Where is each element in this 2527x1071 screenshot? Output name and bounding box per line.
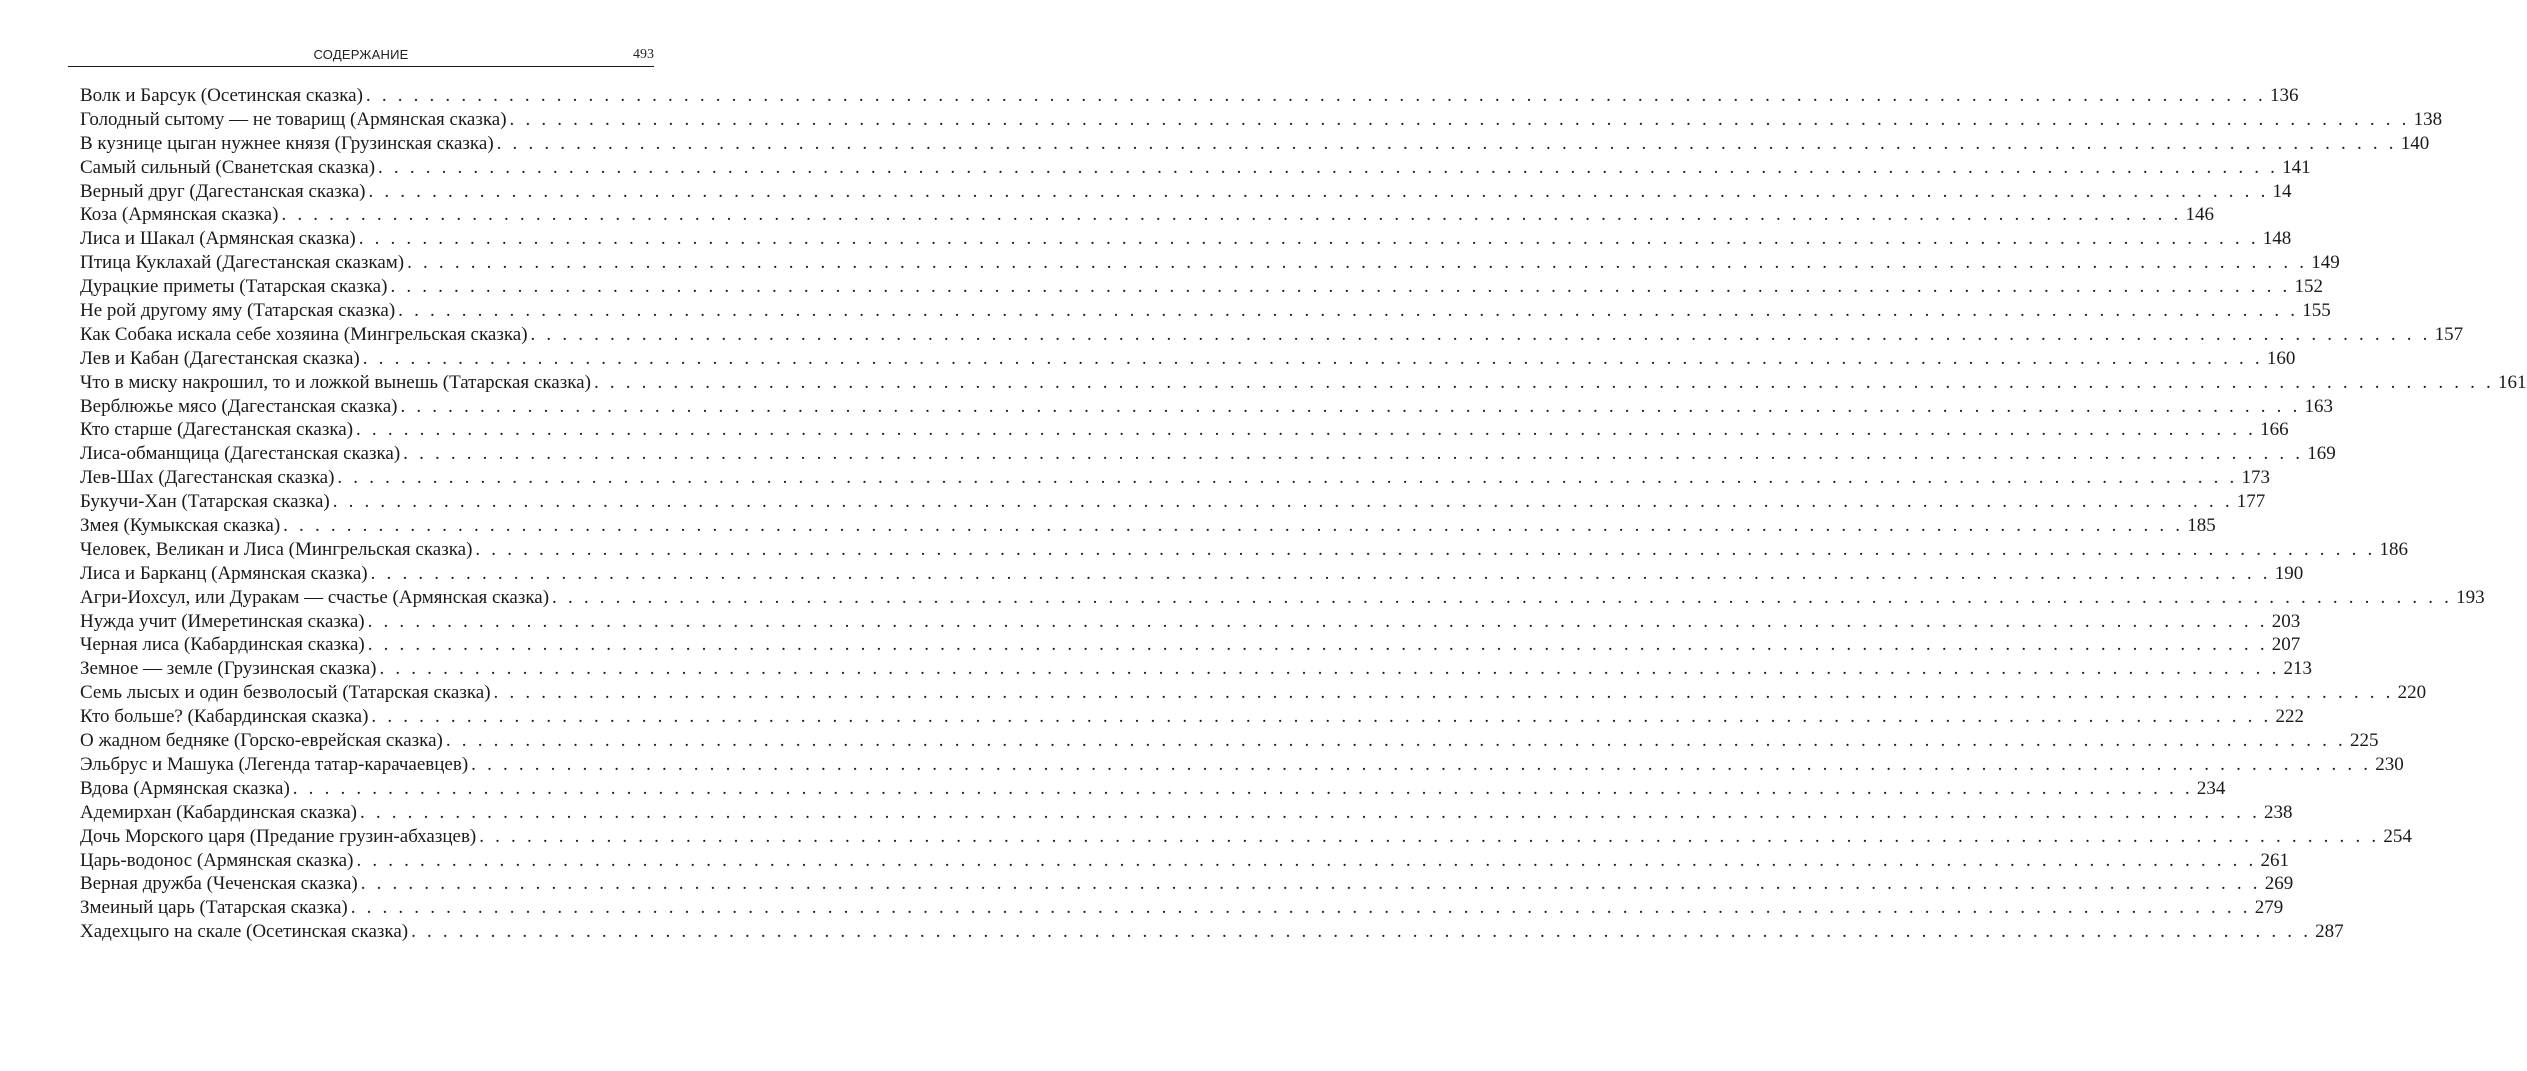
dot-leader: . . . . . . . . . . . . . . . . . . . . . . . . . . . . . . . . . . . . . . . . . . . . . . . . . . . . . . . . . . . . . . . . . . . . . . . . . . . . . . . . . . . . . . . . . . . . . . . . . . . . . . . . . . . . . . . . . . . . . . . . bbox=[292, 777, 2193, 799]
toc-entry bbox=[80, 514, 2216, 538]
dot-leader: . . . . . . . . . . . . . . . . . . . . . . . . . . . . . . . . . . . . . . . . . . . . . . . . . . . . . . . . . . . . . . . . . . . . . . . . . . . . . . . . . . . . . . . . . . . . . . . . . . . . . . . . . . . . . . . . . . . . . . . . bbox=[367, 634, 2268, 656]
toc-entry-page-number: 186 bbox=[2379, 538, 2408, 560]
dot-leader: . . . . . . . . . . . . . . . . . . . . . . . . . . . . . . . . . . . . . . . . . . . . . . . . . . . . . . . . . . . . . . . . . . . . . . . . . . . . . . . . . . . . . . . . . . . . . . . . . . . . . . . . . . . . . . . . . . . . . . . . bbox=[281, 204, 2182, 226]
toc-entry-title: Эльбрус и Машука (Легенда татар-карачаевцев) bbox=[80, 753, 471, 777]
toc-entry bbox=[80, 371, 2527, 395]
dot-leader: . . . . . . . . . . . . . . . . . . . . . . . . . . . . . . . . . . . . . . . . . . . . . . . . . . . . . . . . . . . . . . . . . . . . . . . . . . . . . . . . . . . . . . . . . . . . . . . . . . . . . . . . . . . . . . . . . . . . . . . . bbox=[403, 443, 2304, 465]
dot-leader: . . . . . . . . . . . . . . . . . . . . . . . . . . . . . . . . . . . . . . . . . . . . . . . . . . . . . . . . . . . . . . . . . . . . . . . . . . . . . . . . . . . . . . . . . . . . . . . . . . . . . . . . . . . . . . . . . . . . . . . . bbox=[378, 156, 2279, 178]
toc-entry-title: Коза (Армянская сказка) bbox=[80, 203, 281, 227]
toc-entry-page-number: 161 bbox=[2498, 371, 2527, 393]
dot-leader: . . . . . . . . . . . . . . . . . . . . . . . . . . . . . . . . . . . . . . . . . . . . . . . . . . . . . . . . . . . . . . . . . . . . . . . . . . . . . . . . . . . . . . . . . . . . . . . . . . . . . . . . . . . . . . . . . . . . . . . . bbox=[370, 562, 2271, 584]
toc-entry-page-number: 136 bbox=[2269, 85, 2299, 106]
running-header bbox=[68, 44, 654, 67]
toc-entry bbox=[80, 466, 2270, 490]
dot-leader: . . . . . . . . . . . . . . . . . . . . . . . . . . . . . . . . . . . . . . . . . . . . . . . . . . . . . . . . . . . . . . . . . . . . . . . . . . . . . . . . . . . . . . . . . . . . . . . . . . . . . . . . . . . . . . . . . . . . . . . . bbox=[398, 300, 2299, 322]
dot-leader: . . . . . . . . . . . . . . . . . . . . . . . . . . . . . . . . . . . . . . . . . . . . . . . . . . . . . . . . . . . . . . . . . . . . . . . . . . . . . . . . . . . . . . . . . . . . . . . . . . . . . . . . . . . . . . . . . . . . . . . . bbox=[471, 753, 2372, 775]
toc-entry-page-number: 238 bbox=[2264, 801, 2293, 823]
toc-entry bbox=[80, 729, 2379, 753]
dot-leader: . . . . . . . . . . . . . . . . . . . . . . . . . . . . . . . . . . . . . . . . . . . . . . . . . . . . . . . . . . . . . . . . . . . . . . . . . . . . . . . . . . . . . . . . . . . . . . . . . . . . . . . . . . . . . . . . . . . . . . . . bbox=[593, 371, 2494, 393]
toc-entry-page-number: 149 bbox=[2311, 252, 2340, 274]
toc-entry-title: Не рой другому яму (Татарская сказка) bbox=[80, 299, 398, 323]
toc-entry-page-number: 138 bbox=[2413, 108, 2443, 130]
toc-entry bbox=[80, 920, 2344, 944]
toc-entry bbox=[80, 538, 2408, 562]
toc-entry-title: Дочь Морского царя (Предание грузин-абхазцев) bbox=[80, 825, 479, 849]
toc-entry-page-number: 269 bbox=[2264, 873, 2294, 895]
toc-entry-page-number: 287 bbox=[2315, 921, 2344, 943]
toc-entry-title: Кто старше (Дагестанская сказка) bbox=[80, 418, 356, 442]
toc-entry-title: Хадехцыго на скале (Осетинская сказка) bbox=[80, 920, 411, 944]
toc-entry bbox=[80, 586, 2485, 610]
table-of-contents bbox=[80, 84, 2527, 944]
toc-entry-page-number: 222 bbox=[2275, 706, 2304, 728]
toc-entry-title: Голодный сытому — не товарищ (Армянская сказка) bbox=[80, 108, 510, 132]
toc-entry bbox=[80, 251, 2340, 275]
toc-entry-title: Лев-Шах (Дагестанская сказка) bbox=[80, 466, 337, 490]
toc-entry bbox=[80, 418, 2289, 442]
toc-entry bbox=[80, 227, 2292, 251]
toc-entry bbox=[80, 562, 2304, 586]
toc-entry-title: Что в миску накрошил, то и ложкой вынешь (Татарская сказка) bbox=[80, 371, 594, 395]
toc-entry-page-number: 207 bbox=[2271, 634, 2301, 656]
toc-entry-page-number: 203 bbox=[2271, 610, 2301, 632]
toc-entry bbox=[80, 849, 2290, 873]
toc-entry-title: Птица Куклахай (Дагестанская сказкам) bbox=[80, 251, 407, 275]
toc-entry-title: Агри-Иохсул, или Дуракам — счастье (Армянская сказка) bbox=[80, 586, 552, 610]
toc-entry-title: Волк и Барсук (Осетинская сказка) bbox=[80, 84, 366, 108]
dot-leader: . . . . . . . . . . . . . . . . . . . . . . . . . . . . . . . . . . . . . . . . . . . . . . . . . . . . . . . . . . . . . . . . . . . . . . . . . . . . . . . . . . . . . . . . . . . . . . . . . . . . . . . . . . . . . . . . . . . . . . . . bbox=[390, 276, 2291, 298]
header-title: СОДЕРЖАНИЕ bbox=[313, 47, 409, 62]
toc-entry-title: Змея (Кумыкская сказка) bbox=[80, 514, 283, 538]
toc-entry-title: В кузнице цыган нужнее князя (Грузинская сказка) bbox=[80, 132, 497, 156]
toc-entry-page-number: 230 bbox=[2375, 753, 2404, 775]
dot-leader: . . . . . . . . . . . . . . . . . . . . . . . . . . . . . . . . . . . . . . . . . . . . . . . . . . . . . . . . . . . . . . . . . . . . . . . . . . . . . . . . . . . . . . . . . . . . . . . . . . . . . . . . . . . . . . . . . . . . . . . . bbox=[371, 706, 2272, 728]
dot-leader: . . . . . . . . . . . . . . . . . . . . . . . . . . . . . . . . . . . . . . . . . . . . . . . . . . . . . . . . . . . . . . . . . . . . . . . . . . . . . . . . . . . . . . . . . . . . . . . . . . . . . . . . . . . . . . . . . . . . . . . . bbox=[368, 180, 2269, 202]
toc-entry-title: Царь-водонос (Армянская сказка) bbox=[80, 849, 356, 873]
toc-entry bbox=[80, 442, 2336, 466]
toc-entry-title: Адемирхан (Кабардинская сказка) bbox=[80, 801, 360, 825]
toc-entry bbox=[80, 777, 2226, 801]
dot-leader: . . . . . . . . . . . . . . . . . . . . . . . . . . . . . . . . . . . . . . . . . . . . . . . . . . . . . . . . . . . . . . . . . . . . . . . . . . . . . . . . . . . . . . . . . . . . . . . . . . . . . . . . . . . . . . . . . . . . . . . . bbox=[337, 467, 2238, 489]
toc-entry-page-number: 220 bbox=[2397, 682, 2427, 704]
toc-entry-page-number: 152 bbox=[2294, 276, 2324, 298]
toc-entry bbox=[80, 180, 2292, 204]
dot-leader: . . . . . . . . . . . . . . . . . . . . . . . . . . . . . . . . . . . . . . . . . . . . . . . . . . . . . . . . . . . . . . . . . . . . . . . . . . . . . . . . . . . . . . . . . . . . . . . . . . . . . . . . . . . . . . . . . . . . . . . . bbox=[359, 801, 2261, 823]
dot-leader: . . . . . . . . . . . . . . . . . . . . . . . . . . . . . . . . . . . . . . . . . . . . . . . . . . . . . . . . . . . . . . . . . . . . . . . . . . . . . . . . . . . . . . . . . . . . . . . . . . . . . . . . . . . . . . . . . . . . . . . . bbox=[496, 132, 2397, 154]
toc-entry bbox=[80, 275, 2324, 299]
toc-entry bbox=[80, 203, 2214, 227]
toc-entry-title: Верный друг (Дагестанская сказка) bbox=[80, 180, 368, 204]
dot-leader: . . . . . . . . . . . . . . . . . . . . . . . . . . . . . . . . . . . . . . . . . . . . . . . . . . . . . . . . . . . . . . . . . . . . . . . . . . . . . . . . . . . . . . . . . . . . . . . . . . . . . . . . . . . . . . . . . . . . . . . . bbox=[360, 873, 2261, 895]
toc-entry bbox=[80, 705, 2304, 729]
toc-entry bbox=[80, 633, 2301, 657]
toc-entry-page-number: 213 bbox=[2283, 658, 2313, 680]
toc-entry-page-number: 140 bbox=[2400, 132, 2430, 154]
dot-leader: . . . . . . . . . . . . . . . . . . . . . . . . . . . . . . . . . . . . . . . . . . . . . . . . . . . . . . . . . . . . . . . . . . . . . . . . . . . . . . . . . . . . . . . . . . . . . . . . . . . . . . . . . . . . . . . . . . . . . . . . bbox=[367, 610, 2268, 632]
dot-leader: . . . . . . . . . . . . . . . . . . . . . . . . . . . . . . . . . . . . . . . . . . . . . . . . . . . . . . . . . . . . . . . . . . . . . . . . . . . . . . . . . . . . . . . . . . . . . . . . . . . . . . . . . . . . . . . . . . . . . . . . bbox=[509, 108, 2410, 130]
toc-entry-page-number: 155 bbox=[2302, 300, 2331, 322]
toc-entry bbox=[80, 681, 2427, 705]
dot-leader: . . . . . . . . . . . . . . . . . . . . . . . . . . . . . . . . . . . . . . . . . . . . . . . . . . . . . . . . . . . . . . . . . . . . . . . . . . . . . . . . . . . . . . . . . . . . . . . . . . . . . . . . . . . . . . . . . . . . . . . . bbox=[356, 849, 2257, 871]
toc-entry-title: Дурацкие приметы (Татарская сказка) bbox=[80, 275, 390, 299]
toc-entry-page-number: 261 bbox=[2260, 849, 2290, 871]
toc-entry-title: Черная лиса (Кабардинская сказка) bbox=[80, 633, 368, 657]
toc-entry-page-number: 14 bbox=[2272, 180, 2292, 202]
toc-entry bbox=[80, 84, 2299, 108]
toc-entry-title: Самый сильный (Сванетская сказка) bbox=[80, 156, 378, 180]
toc-entry-title: Верблюжье мясо (Дагестанская сказка) bbox=[80, 395, 400, 419]
dot-leader: . . . . . . . . . . . . . . . . . . . . . . . . . . . . . . . . . . . . . . . . . . . . . . . . . . . . . . . . . . . . . . . . . . . . . . . . . . . . . . . . . . . . . . . . . . . . . . . . . . . . . . . . . . . . . . . . . . . . . . . . bbox=[479, 825, 2380, 847]
toc-entry-page-number: 160 bbox=[2266, 347, 2296, 369]
toc-entry-title: Букучи-Хан (Татарская сказка) bbox=[80, 490, 333, 514]
dot-leader: . . . . . . . . . . . . . . . . . . . . . . . . . . . . . . . . . . . . . . . . . . . . . . . . . . . . . . . . . . . . . . . . . . . . . . . . . . . . . . . . . . . . . . . . . . . . . . . . . . . . . . . . . . . . . . . . . . . . . . . . bbox=[332, 491, 2233, 513]
toc-entry-title: Верная дружба (Чеченская сказка) bbox=[80, 872, 361, 896]
toc-entry bbox=[80, 657, 2313, 681]
dot-leader: . . . . . . . . . . . . . . . . . . . . . . . . . . . . . . . . . . . . . . . . . . . . . . . . . . . . . . . . . . . . . . . . . . . . . . . . . . . . . . . . . . . . . . . . . . . . . . . . . . . . . . . . . . . . . . . . . . . . . . . . bbox=[530, 323, 2431, 345]
dot-leader: . . . . . . . . . . . . . . . . . . . . . . . . . . . . . . . . . . . . . . . . . . . . . . . . . . . . . . . . . . . . . . . . . . . . . . . . . . . . . . . . . . . . . . . . . . . . . . . . . . . . . . . . . . . . . . . . . . . . . . . . bbox=[400, 395, 2301, 417]
toc-entry-title: Нужда учит (Имеретинская сказка) bbox=[80, 610, 368, 634]
toc-entry-page-number: 279 bbox=[2254, 897, 2284, 919]
toc-entry-title: Лиса-обманщица (Дагестанская сказка) bbox=[80, 442, 403, 466]
toc-entry bbox=[80, 299, 2331, 323]
toc-entry bbox=[80, 156, 2311, 180]
toc-entry-title: Человек, Великан и Лиса (Мингрельская сказка) bbox=[80, 538, 475, 562]
toc-entry-page-number: 234 bbox=[2196, 777, 2226, 799]
toc-entry-title: Земное — земле (Грузинская сказка) bbox=[80, 657, 379, 681]
toc-entry bbox=[80, 395, 2334, 419]
toc-entry-page-number: 177 bbox=[2236, 491, 2266, 513]
toc-entry bbox=[80, 896, 2284, 920]
toc-entry bbox=[80, 347, 2296, 371]
toc-entry bbox=[80, 610, 2301, 634]
toc-entry-title: Вдова (Армянская сказка) bbox=[80, 777, 293, 801]
toc-entry bbox=[80, 108, 2443, 132]
toc-entry-title: Лиса и Барканц (Армянская сказка) bbox=[80, 562, 371, 586]
dot-leader: . . . . . . . . . . . . . . . . . . . . . . . . . . . . . . . . . . . . . . . . . . . . . . . . . . . . . . . . . . . . . . . . . . . . . . . . . . . . . . . . . . . . . . . . . . . . . . . . . . . . . . . . . . . . . . . . . . . . . . . . bbox=[358, 228, 2259, 250]
dot-leader: . . . . . . . . . . . . . . . . . . . . . . . . . . . . . . . . . . . . . . . . . . . . . . . . . . . . . . . . . . . . . . . . . . . . . . . . . . . . . . . . . . . . . . . . . . . . . . . . . . . . . . . . . . . . . . . . . . . . . . . . bbox=[445, 730, 2346, 752]
header-page-number: 493 bbox=[633, 47, 654, 62]
toc-entry-title: О жадном бедняке (Горско-еврейская сказка) bbox=[80, 729, 446, 753]
toc-entry-page-number: 193 bbox=[2456, 586, 2485, 608]
toc-entry bbox=[80, 490, 2266, 514]
dot-leader: . . . . . . . . . . . . . . . . . . . . . . . . . . . . . . . . . . . . . . . . . . . . . . . . . . . . . . . . . . . . . . . . . . . . . . . . . . . . . . . . . . . . . . . . . . . . . . . . . . . . . . . . . . . . . . . . . . . . . . . . bbox=[493, 682, 2394, 704]
toc-entry bbox=[80, 801, 2293, 825]
toc-entry-title: Лиса и Шакал (Армянская сказка) bbox=[80, 227, 359, 251]
toc-entry-page-number: 190 bbox=[2274, 562, 2304, 584]
toc-entry-page-number: 225 bbox=[2349, 730, 2379, 752]
dot-leader: . . . . . . . . . . . . . . . . . . . . . . . . . . . . . . . . . . . . . . . . . . . . . . . . . . . . . . . . . . . . . . . . . . . . . . . . . . . . . . . . . . . . . . . . . . . . . . . . . . . . . . . . . . . . . . . . . . . . . . . . bbox=[365, 85, 2266, 106]
toc-entry bbox=[80, 323, 2464, 347]
toc-entry bbox=[80, 872, 2294, 896]
toc-entry-page-number: 185 bbox=[2187, 515, 2216, 537]
dot-leader: . . . . . . . . . . . . . . . . . . . . . . . . . . . . . . . . . . . . . . . . . . . . . . . . . . . . . . . . . . . . . . . . . . . . . . . . . . . . . . . . . . . . . . . . . . . . . . . . . . . . . . . . . . . . . . . . . . . . . . . . bbox=[379, 658, 2280, 680]
toc-entry-page-number: 166 bbox=[2260, 419, 2289, 441]
dot-leader: . . . . . . . . . . . . . . . . . . . . . . . . . . . . . . . . . . . . . . . . . . . . . . . . . . . . . . . . . . . . . . . . . . . . . . . . . . . . . . . . . . . . . . . . . . . . . . . . . . . . . . . . . . . . . . . . . . . . . . . . bbox=[475, 538, 2376, 560]
toc-entry-title: Как Собака искала себе хозяина (Мингрельская сказка) bbox=[80, 323, 531, 347]
toc-entry-page-number: 254 bbox=[2383, 825, 2412, 847]
toc-entry-title: Семь лысых и один безволосый (Татарская сказка) bbox=[80, 681, 494, 705]
toc-entry-page-number: 148 bbox=[2262, 228, 2292, 250]
toc-entry-page-number: 169 bbox=[2307, 443, 2336, 465]
toc-entry bbox=[80, 825, 2412, 849]
toc-entry-title: Кто больше? (Кабардинская сказка) bbox=[80, 705, 371, 729]
dot-leader: . . . . . . . . . . . . . . . . . . . . . . . . . . . . . . . . . . . . . . . . . . . . . . . . . . . . . . . . . . . . . . . . . . . . . . . . . . . . . . . . . . . . . . . . . . . . . . . . . . . . . . . . . . . . . . . . . . . . . . . . bbox=[356, 419, 2257, 441]
dot-leader: . . . . . . . . . . . . . . . . . . . . . . . . . . . . . . . . . . . . . . . . . . . . . . . . . . . . . . . . . . . . . . . . . . . . . . . . . . . . . . . . . . . . . . . . . . . . . . . . . . . . . . . . . . . . . . . . . . . . . . . . bbox=[407, 252, 2308, 274]
toc-entry-page-number: 141 bbox=[2282, 156, 2311, 178]
dot-leader: . . . . . . . . . . . . . . . . . . . . . . . . . . . . . . . . . . . . . . . . . . . . . . . . . . . . . . . . . . . . . . . . . . . . . . . . . . . . . . . . . . . . . . . . . . . . . . . . . . . . . . . . . . . . . . . . . . . . . . . . bbox=[350, 897, 2251, 919]
dot-leader: . . . . . . . . . . . . . . . . . . . . . . . . . . . . . . . . . . . . . . . . . . . . . . . . . . . . . . . . . . . . . . . . . . . . . . . . . . . . . . . . . . . . . . . . . . . . . . . . . . . . . . . . . . . . . . . . . . . . . . . . bbox=[552, 586, 2453, 608]
toc-entry-page-number: 163 bbox=[2304, 395, 2334, 417]
dot-leader: . . . . . . . . . . . . . . . . . . . . . . . . . . . . . . . . . . . . . . . . . . . . . . . . . . . . . . . . . . . . . . . . . . . . . . . . . . . . . . . . . . . . . . . . . . . . . . . . . . . . . . . . . . . . . . . . . . . . . . . . bbox=[411, 921, 2312, 943]
toc-entry-title: Змеиный царь (Татарская сказка) bbox=[80, 896, 351, 920]
toc-entry-page-number: 173 bbox=[2241, 467, 2270, 489]
toc-entry bbox=[80, 132, 2430, 156]
toc-entry-title: Лев и Кабан (Дагестанская сказка) bbox=[80, 347, 363, 371]
dot-leader: . . . . . . . . . . . . . . . . . . . . . . . . . . . . . . . . . . . . . . . . . . . . . . . . . . . . . . . . . . . . . . . . . . . . . . . . . . . . . . . . . . . . . . . . . . . . . . . . . . . . . . . . . . . . . . . . . . . . . . . . bbox=[362, 347, 2263, 369]
toc-entry bbox=[80, 753, 2404, 777]
toc-entry-page-number: 146 bbox=[2185, 204, 2214, 226]
dot-leader: . . . . . . . . . . . . . . . . . . . . . . . . . . . . . . . . . . . . . . . . . . . . . . . . . . . . . . . . . . . . . . . . . . . . . . . . . . . . . . . . . . . . . . . . . . . . . . . . . . . . . . . . . . . . . . . . . . . . . . . . bbox=[283, 515, 2184, 537]
toc-entry-page-number: 157 bbox=[2434, 323, 2464, 345]
